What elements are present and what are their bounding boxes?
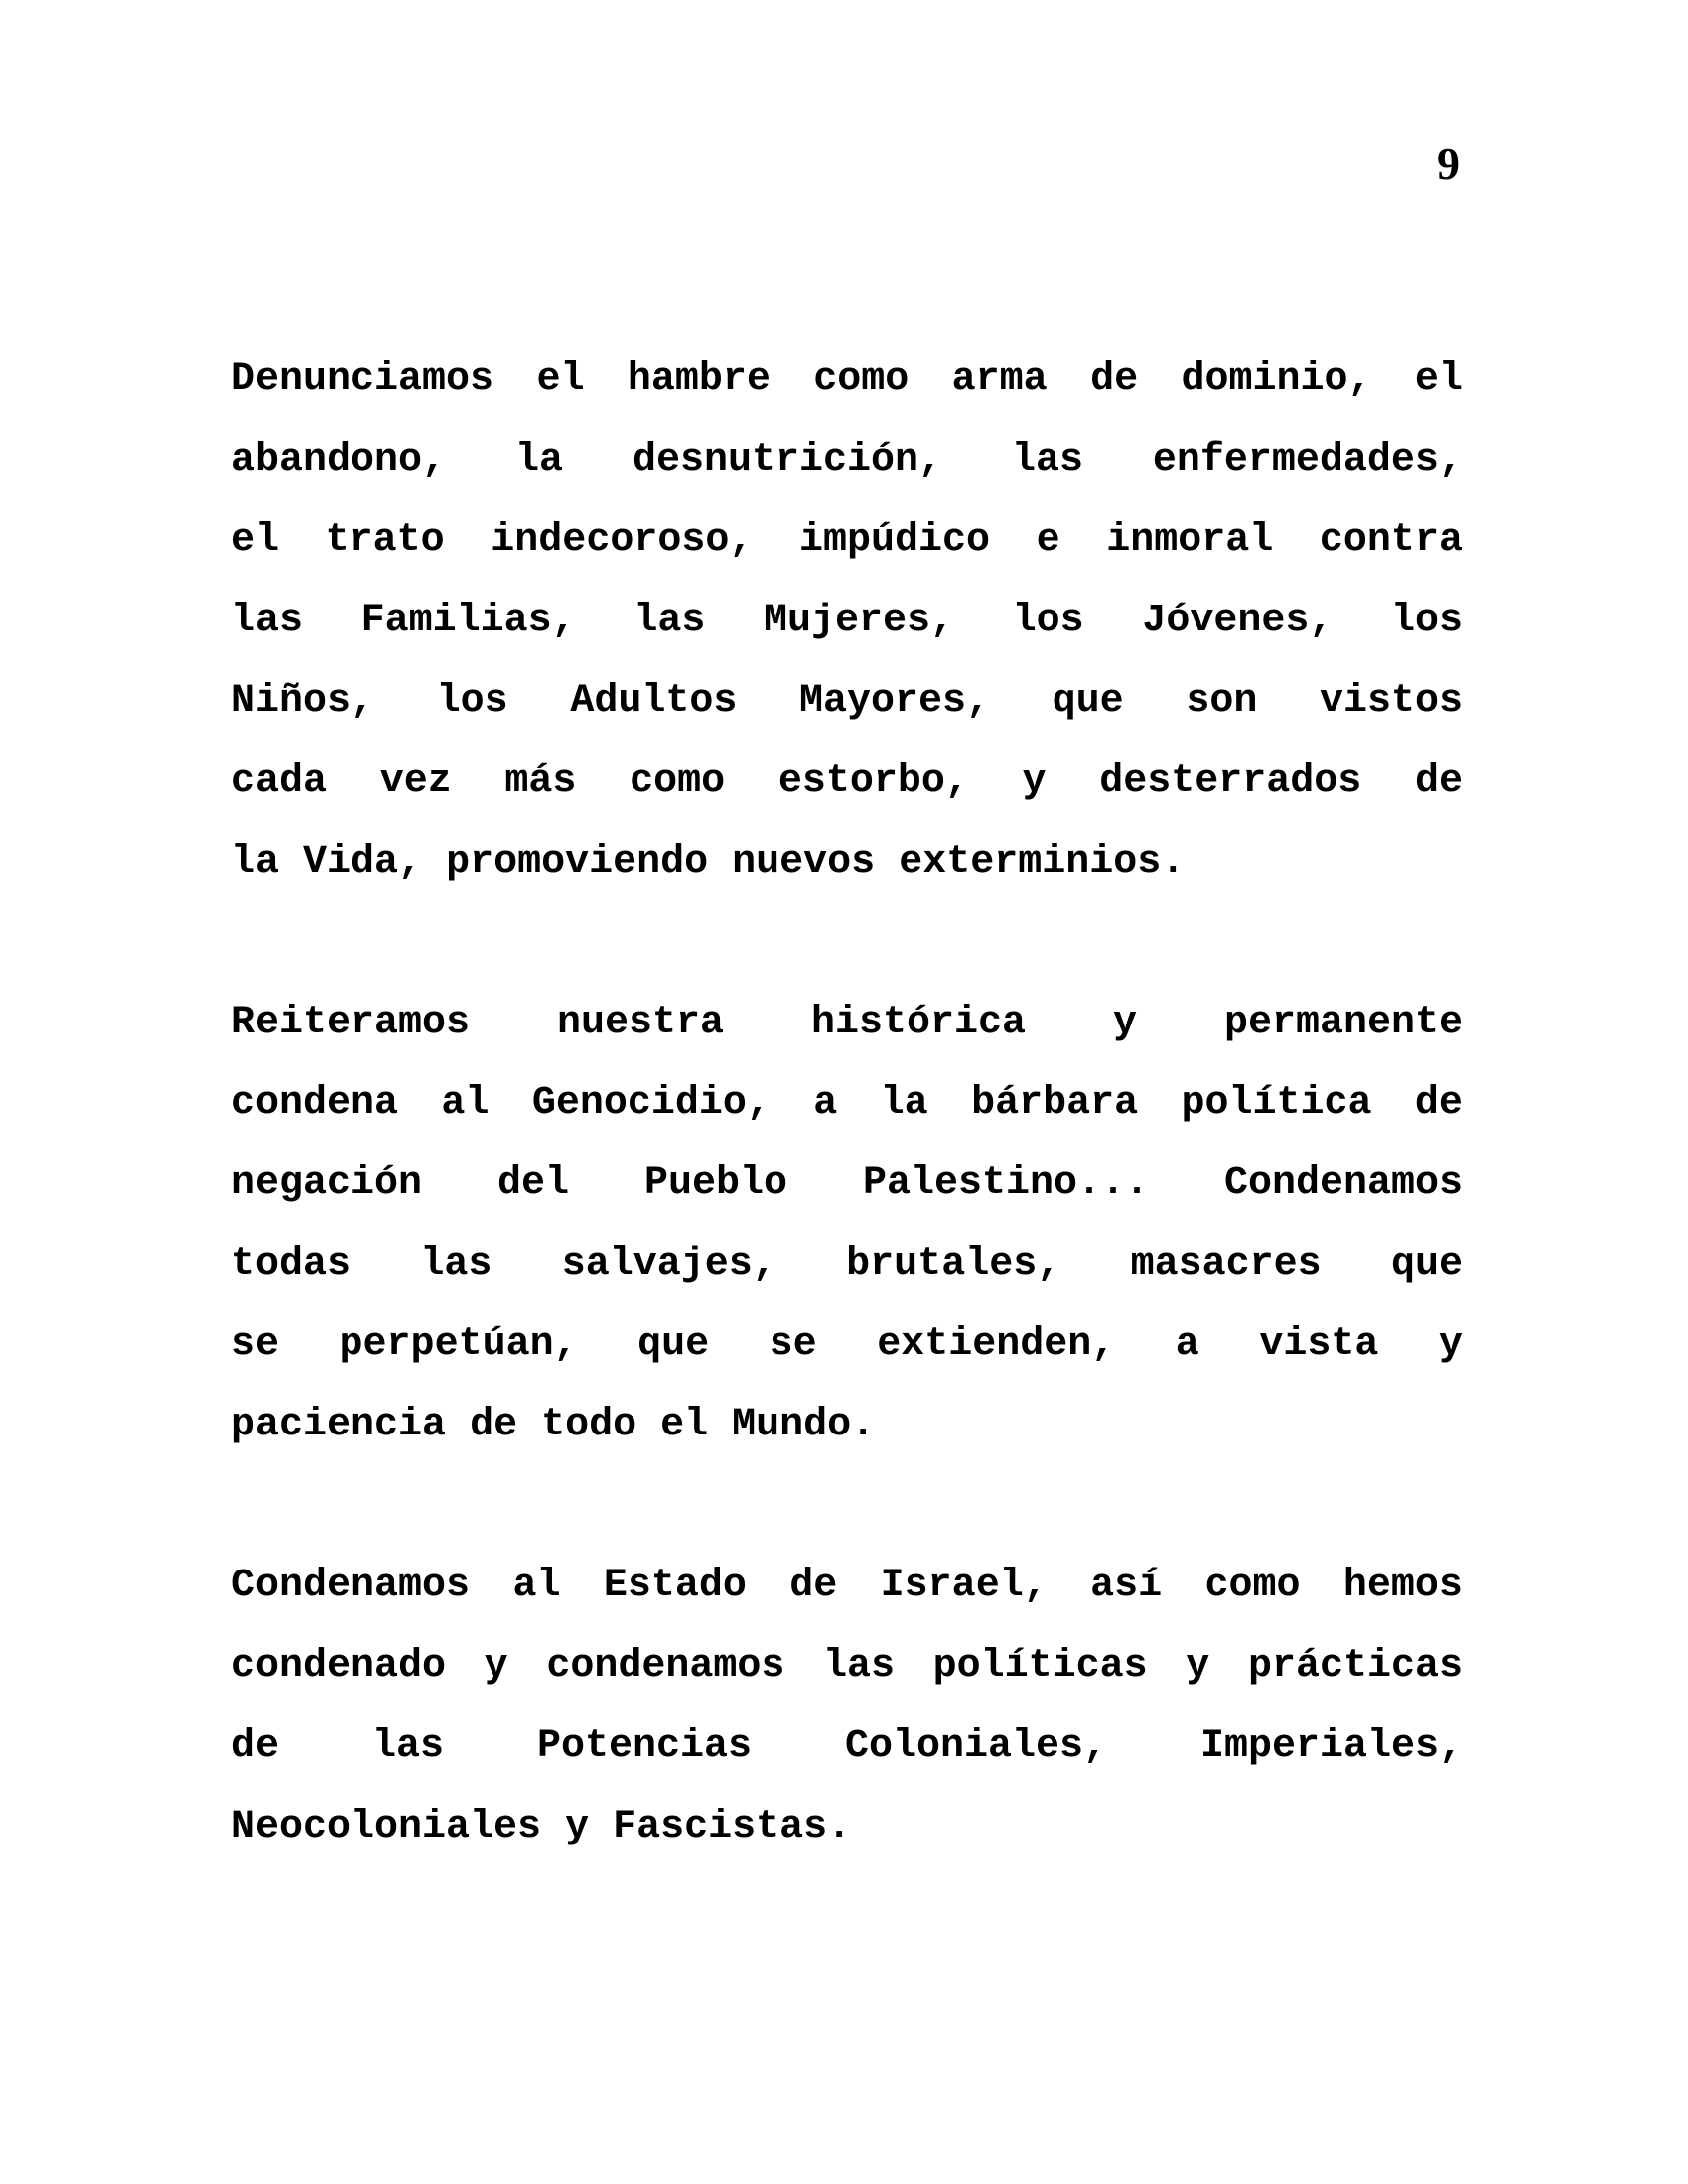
paragraph-3	[231, 1546, 1463, 1867]
text-line: las Familias, las Mujeres, los Jóvenes, los	[231, 599, 1464, 643]
text-line: Denunciamos el hambre como arma de dominio, el	[231, 357, 1463, 402]
text-line: condenado y condenamos las políticas y prácticas	[231, 1644, 1463, 1689]
paragraph-1	[231, 340, 1463, 902]
text-line: Neocoloniales y Fascistas.	[231, 1805, 852, 1849]
text-line: la Vida, promoviendo nuevos exterminios.	[231, 840, 1186, 885]
text-line: condena al Genocidio, a la bárbara política de	[231, 1081, 1463, 1126]
document-body	[231, 340, 1463, 1867]
paragraph-2	[231, 983, 1463, 1465]
text-line: Condenamos al Estado de Israel, así como hemos	[231, 1564, 1463, 1608]
text-line: negación del Pueblo Palestino... Condenamos	[231, 1161, 1463, 1206]
text-line: paciencia de todo el Mundo.	[231, 1403, 876, 1447]
page-number: 9	[1437, 138, 1460, 189]
text-line: todas las salvajes, brutales, masacres que	[231, 1242, 1463, 1287]
text-line: de las Potencias Coloniales, Imperiales,	[231, 1724, 1463, 1769]
text-line: abandono, la desnutrición, las enfermedades,	[231, 438, 1463, 482]
text-line: Niños, los Adultos Mayores, que son vistos	[231, 679, 1464, 724]
text-line: se perpetúan, que se extienden, a vista y	[231, 1322, 1463, 1367]
text-line: Reiteramos nuestra histórica y permanente	[231, 1001, 1463, 1045]
text-line: cada vez más como estorbo, y desterrados de	[231, 759, 1463, 804]
text-line: el trato indecoroso, impúdico e inmoral contra	[231, 518, 1463, 563]
